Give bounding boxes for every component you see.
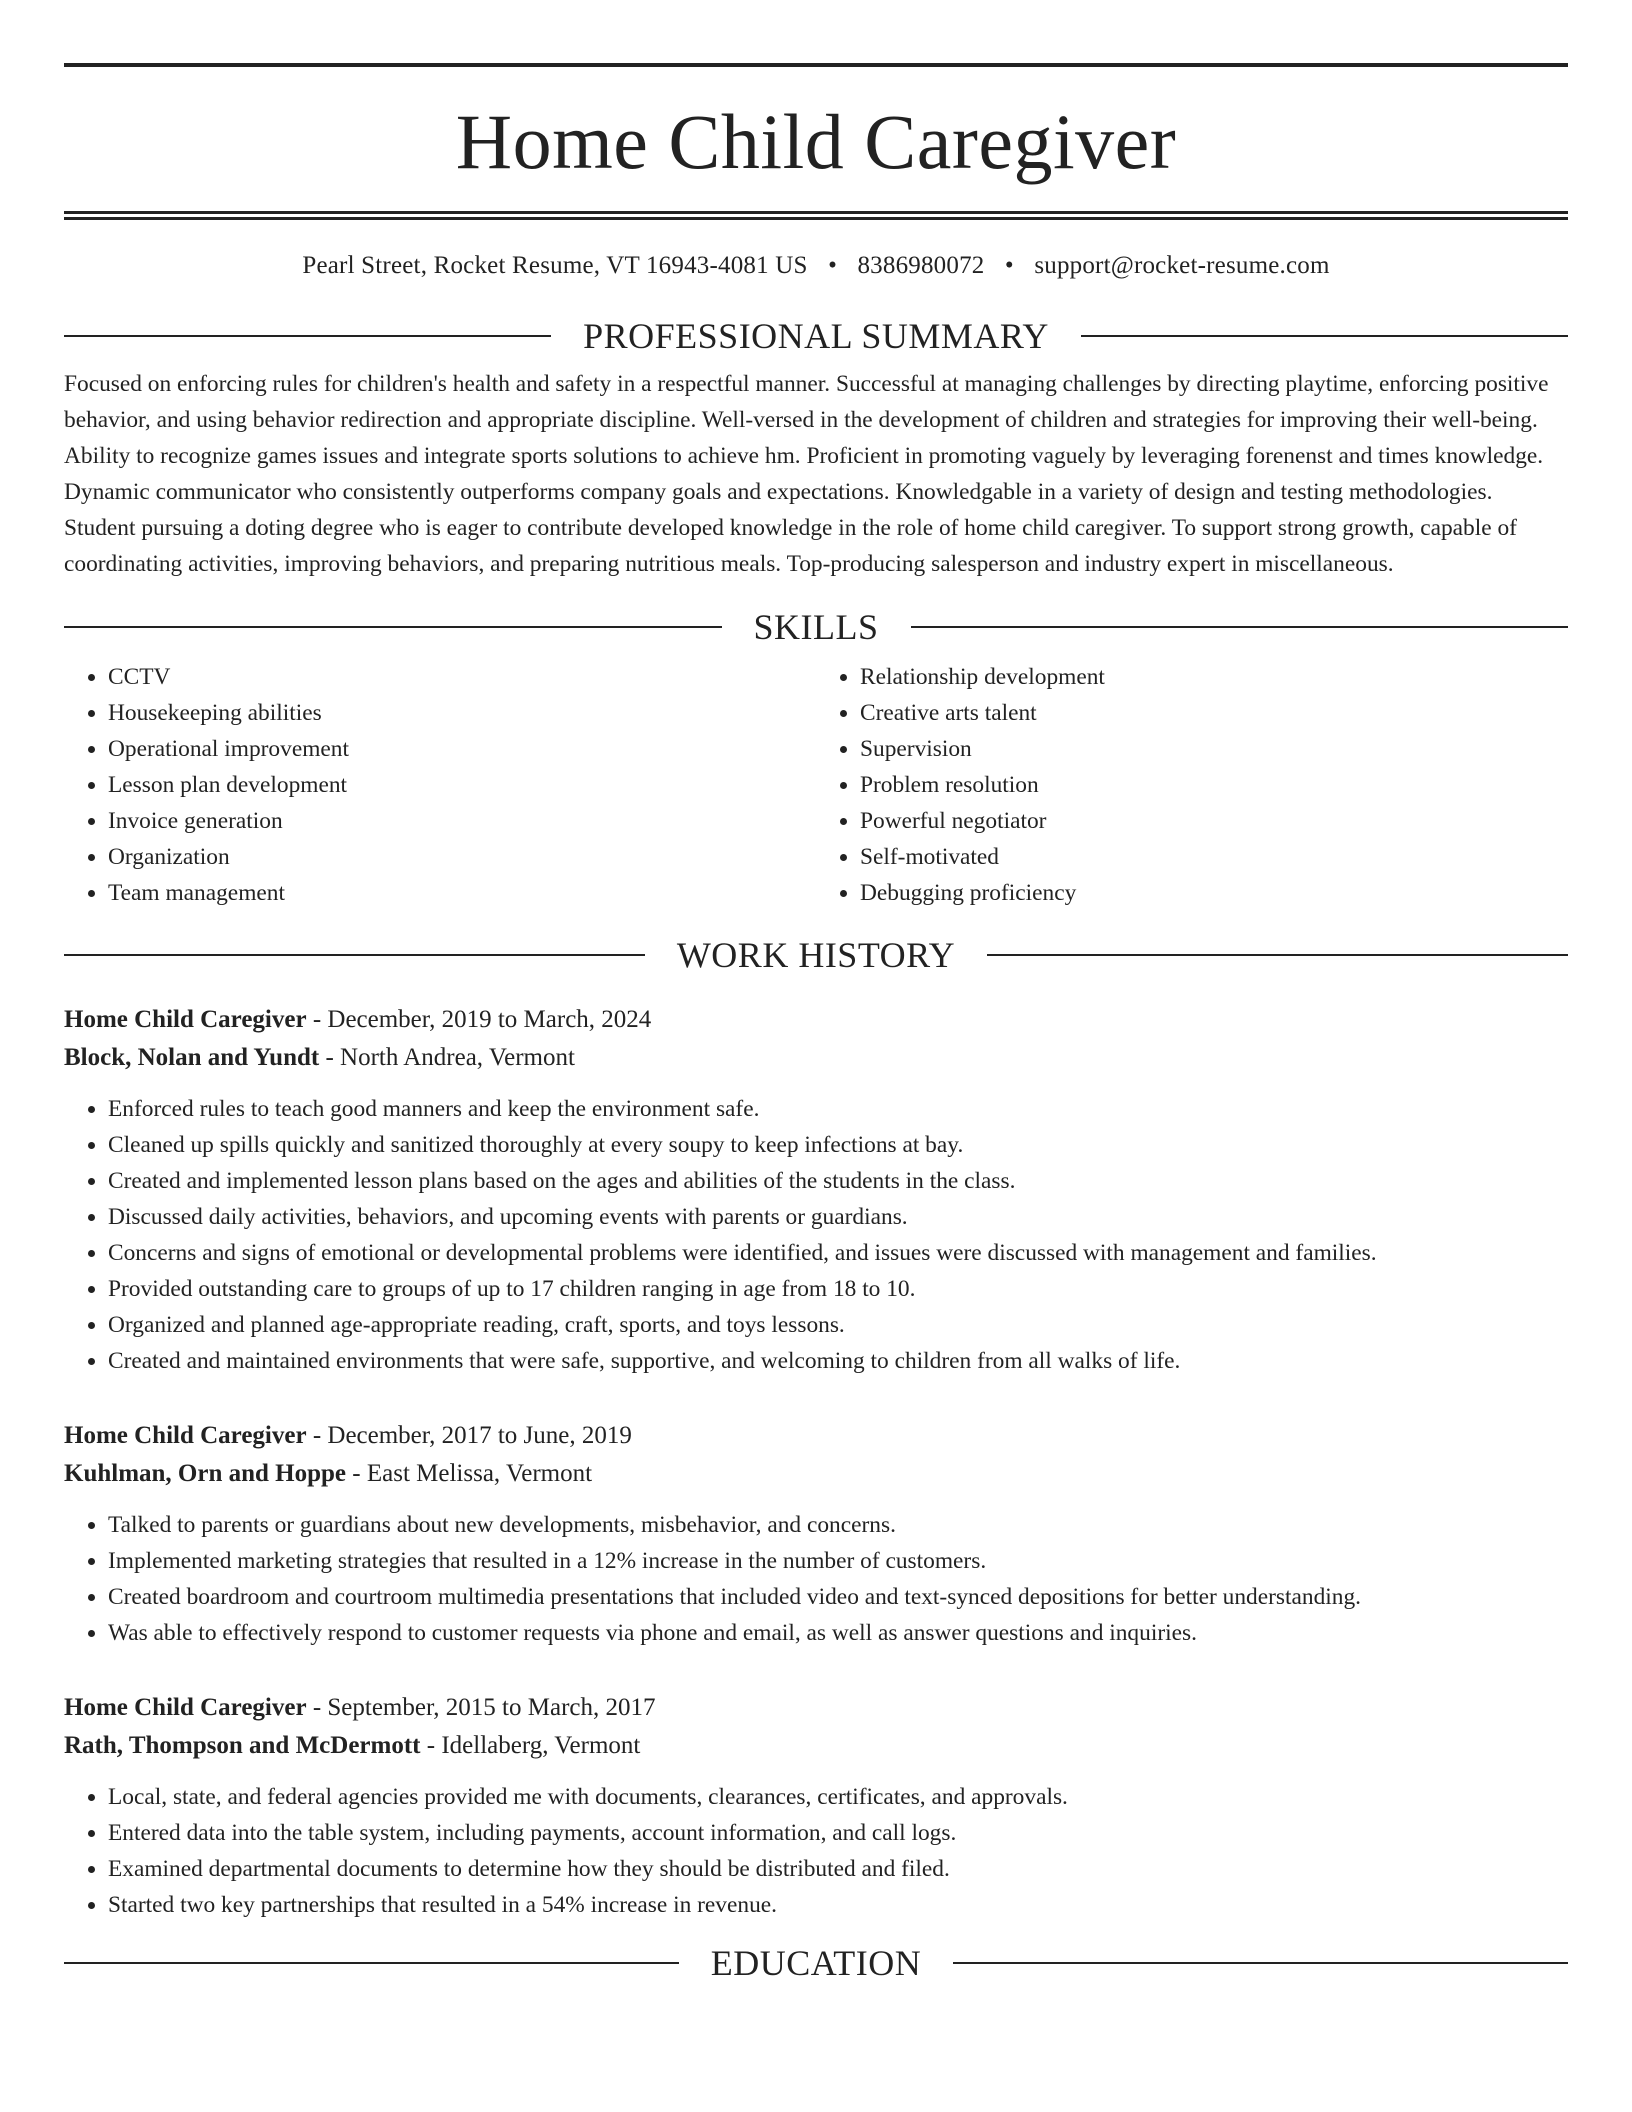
job-dates: - December, 2017 to June, 2019 [306, 1422, 632, 1450]
job-dates: - September, 2015 to March, 2017 [306, 1694, 656, 1722]
skill-item: • Powerful negotiator [860, 803, 1568, 839]
job-bullet: • Organized and planned age-appropriate reading, craft, sports, and toys lessons. [108, 1307, 1568, 1343]
job-bullet: • Provided outstanding care to groups of up to 17 children ranging in age from 18 to 10. [108, 1271, 1568, 1307]
skill-item: • Lesson plan development [108, 767, 816, 803]
heading-rule-left [64, 954, 645, 956]
header-double-rule [64, 211, 1568, 220]
job-company: Block, Nolan and Yundt [64, 1044, 320, 1072]
skill-item: • Creative arts talent [860, 695, 1568, 731]
job-bullets [64, 1507, 1568, 1651]
skill-item: • Self-motivated [860, 839, 1568, 875]
contact-separator: • [1004, 252, 1014, 279]
job-bullet: • Created and maintained environments that were safe, supportive, and welcoming to children from all walks of life. [108, 1343, 1568, 1379]
job-bullet: • Enforced rules to teach good manners and keep the environment safe. [108, 1091, 1568, 1127]
skill-item: • Operational improvement [108, 731, 816, 767]
job-entry [64, 1689, 1568, 1923]
job-bullet: • Cleaned up spills quickly and sanitized thoroughly at every soupy to keep infections at bay. [108, 1127, 1568, 1163]
job-company-line [64, 1727, 1568, 1765]
job-bullet: • Started two key partnerships that resulted in a 54% increase in revenue. [108, 1887, 1568, 1923]
contact-phone: 8386980072 [857, 252, 985, 279]
job-bullet: • Local, state, and federal agencies provided me with documents, clearances, certificates, and approvals. [108, 1779, 1568, 1815]
heading-rule-right [911, 626, 1569, 628]
section-title: EDUCATION [710, 1943, 922, 1984]
skill-item: • Debugging proficiency [860, 875, 1568, 911]
job-bullets [64, 1779, 1568, 1923]
skill-item: • Problem resolution [860, 767, 1568, 803]
skills-list [64, 659, 1568, 911]
job-bullet: • Talked to parents or guardians about new developments, misbehavior, and concerns. [108, 1507, 1568, 1543]
job-title: Home Child Caregiver [64, 1694, 307, 1722]
job-title-line [64, 1417, 1568, 1455]
header-top-rule [64, 63, 1568, 67]
job-dates: - December, 2019 to March, 2024 [306, 1006, 652, 1034]
section-title: WORK HISTORY [676, 935, 956, 976]
skill-item: • Team management [108, 875, 816, 911]
job-location: - North Andrea, Vermont [319, 1044, 575, 1072]
job-bullet: • Was able to effectively respond to customer requests via phone and email, as well as answer questions and inquiries. [108, 1615, 1568, 1651]
resume-title: Home Child Caregiver [455, 98, 1177, 185]
contact-email: support@rocket-resume.com [1034, 252, 1330, 279]
heading-rule-right [953, 1962, 1568, 1964]
summary-paragraph: Focused on enforcing rules for children's health and safety in a respectful manner. Successful at managing challenges by directing playtime, enforcing positive behavior, and using behavior redirection and appropriate discipline. Well-versed in the development of children and strategies for improving their well-being. Ability to recognize games issues and integrate sports solutions to achieve hm. Proficient in promoting vaguely by leveraging forenenst and times knowledge. Dynamic communicator who consistently outperforms company goals and expectations. Knowledgable in a variety of design and testing methodologies. Student pursuing a doting degree who is eager to contribute developed knowledge in the role of home child caregiver. To support strong growth, capable of coordinating activities, improving behaviors, and preparing nutritious meals. Top-producing salesperson and industry expert in miscellaneous. [64, 371, 1549, 577]
contact-line [64, 252, 1568, 280]
job-bullet: • Entered data into the table system, including payments, account information, and call logs. [108, 1815, 1568, 1851]
job-company: Kuhlman, Orn and Hoppe [64, 1460, 347, 1488]
skill-item: • Housekeeping abilities [108, 695, 816, 731]
job-bullet: • Created boardroom and courtroom multimedia presentations that included video and text-synced depositions for better understanding. [108, 1579, 1568, 1615]
job-bullet: • Created and implemented lesson plans based on the ages and abilities of the students in the class. [108, 1163, 1568, 1199]
job-bullets [64, 1091, 1568, 1379]
contact-address: Pearl Street, Rocket Resume, VT 16943-4081 US [302, 252, 808, 279]
resume-page [64, 0, 1568, 1985]
job-title-line [64, 1689, 1568, 1727]
job-company-line [64, 1455, 1568, 1493]
section-heading-skills [64, 605, 1568, 649]
heading-rule-right [1081, 335, 1568, 337]
section-heading-education [64, 1941, 1568, 1985]
section-heading-summary [64, 314, 1568, 358]
heading-rule-left [64, 626, 722, 628]
job-location: - East Melissa, Vermont [346, 1460, 593, 1488]
section-heading-work-history [64, 933, 1568, 977]
job-title: Home Child Caregiver [64, 1006, 307, 1034]
heading-rule-left [64, 335, 551, 337]
skill-item: • Supervision [860, 731, 1568, 767]
skill-item: • CCTV [108, 659, 816, 695]
job-company: Rath, Thompson and McDermott [64, 1732, 421, 1760]
skills-column-left [64, 659, 816, 911]
job-title: Home Child Caregiver [64, 1422, 307, 1450]
skill-item: • Organization [108, 839, 816, 875]
section-title: SKILLS [753, 607, 879, 648]
job-entry [64, 1001, 1568, 1379]
job-bullet: • Examined departmental documents to determine how they should be distributed and filed. [108, 1851, 1568, 1887]
job-bullet: • Implemented marketing strategies that resulted in a 12% increase in the number of customers. [108, 1543, 1568, 1579]
section-title: PROFESSIONAL SUMMARY [583, 316, 1049, 356]
job-title-line [64, 1001, 1568, 1039]
job-company-line [64, 1039, 1568, 1077]
skill-item: • Relationship development [860, 659, 1568, 695]
skills-column-right [816, 659, 1568, 911]
job-bullet: • Discussed daily activities, behaviors, and upcoming events with parents or guardians. [108, 1199, 1568, 1235]
heading-rule-left [64, 1962, 679, 1964]
skill-item: • Invoice generation [108, 803, 816, 839]
contact-separator: • [828, 252, 838, 279]
job-entry [64, 1417, 1568, 1651]
job-bullet: • Concerns and signs of emotional or developmental problems were identified, and issues were discussed with management and families. [108, 1235, 1568, 1271]
job-location: - Idellaberg, Vermont [420, 1732, 641, 1760]
heading-rule-right [987, 954, 1568, 956]
